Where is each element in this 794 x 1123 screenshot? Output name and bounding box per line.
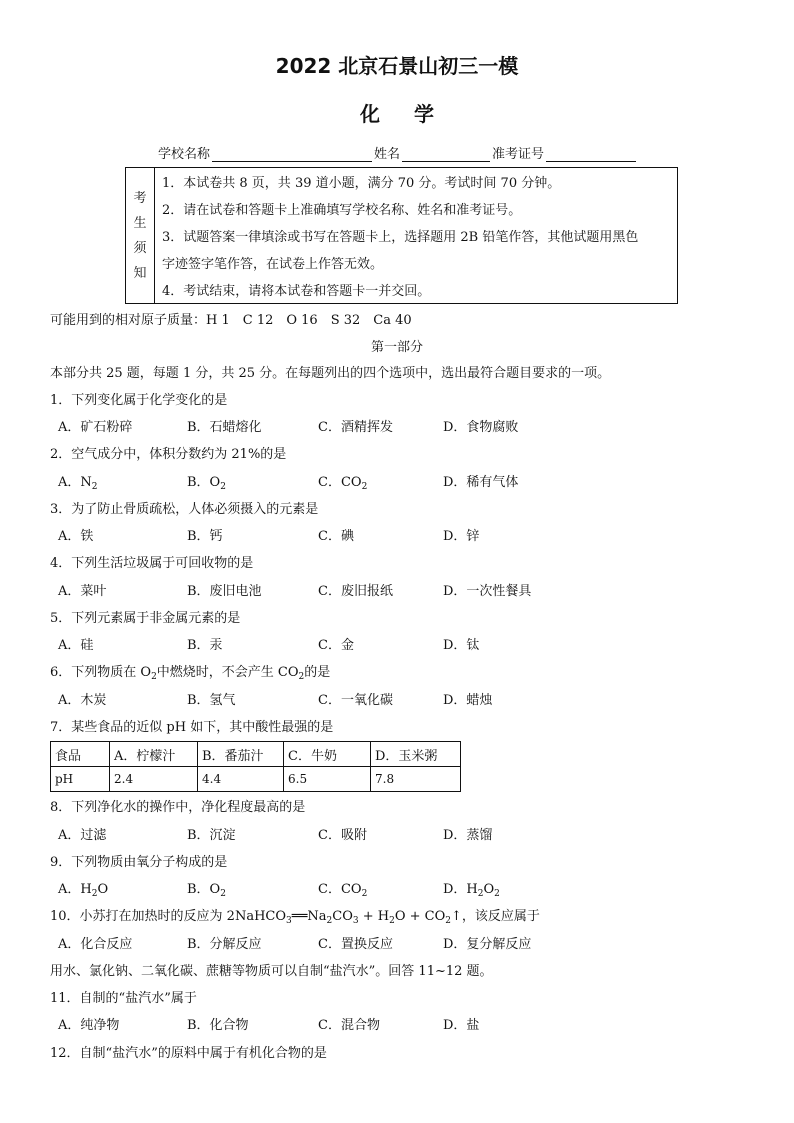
id-label: 准考证号 xyxy=(492,147,545,162)
notice-item: 1．本试卷共 8 页，共 39 道小题，满分 70 分。考试时间 70 分钟。 xyxy=(162,176,561,191)
question-stem: 10．小苏打在加热时的反应为 $2NaHCO_3══Na_2CO_3 + H_2O$ + $CO_2↑$，该反应属于 xyxy=(50,909,540,926)
question-stem: 11．自制的“盐汽水”属于 xyxy=(50,991,197,1006)
option-d[interactable]: D．蒸馏 xyxy=(443,828,493,843)
option-b[interactable]: B．分解反应 xyxy=(187,937,262,952)
atomic-masses: 可能用到的相对原子质量：H 1 C 12 O 16 S 32 Ca 40 xyxy=(50,313,412,328)
table-cell: D．玉米粥 xyxy=(371,742,461,767)
table-cell: 2.4 xyxy=(110,767,198,792)
notice-item: 2．请在试卷和答题卡上准确填写学校名称、姓名和准考证号。 xyxy=(162,203,522,218)
option-a[interactable]: A．矿石粉碎 xyxy=(58,420,133,435)
table-cell: 食品 xyxy=(51,742,110,767)
option-d[interactable]: D．复分解反应 xyxy=(443,937,532,952)
option-c[interactable]: C．碘 xyxy=(318,529,354,544)
option-d[interactable]: D．蜡烛 xyxy=(443,693,493,708)
question-stem: 2．空气成分中，体积分数约为 21%的是 xyxy=(50,447,287,462)
option-c[interactable]: C．一氧化碳 xyxy=(318,693,393,708)
question-stem: 9．下列物质由氧分子构成的是 xyxy=(50,855,228,870)
option-b[interactable]: B．氢气 xyxy=(187,693,236,708)
option-b[interactable]: B．化合物 xyxy=(187,1018,249,1033)
table-cell: 6.5 xyxy=(284,767,371,792)
school-field[interactable] xyxy=(212,147,372,162)
option-c[interactable]: C．吸附 xyxy=(318,828,367,843)
option-a[interactable]: A．铁 xyxy=(58,529,94,544)
table-cell: C．牛奶 xyxy=(284,742,371,767)
table-row xyxy=(51,767,461,792)
option-a[interactable]: A．化合反应 xyxy=(58,937,133,952)
question-stem: 8．下列净化水的操作中，净化程度最高的是 xyxy=(50,800,306,815)
option-c[interactable]: C．金 xyxy=(318,638,354,653)
table-cell: pH xyxy=(51,767,110,792)
option-a[interactable]: A．$N_2$ xyxy=(58,475,98,492)
table-cell: 4.4 xyxy=(198,767,284,792)
option-a[interactable]: A．木炭 xyxy=(58,693,107,708)
part-title: 第一部分 xyxy=(370,340,423,355)
exam-title: 2022 北京石景山初三一模 xyxy=(275,54,519,78)
option-b[interactable]: B．沉淀 xyxy=(187,828,236,843)
name-label: 姓名 xyxy=(374,147,401,162)
notice-item: 4．考试结束，请将本试卷和答题卡一并交回。 xyxy=(162,284,431,299)
notice-item: 字迹签字笔作答，在试卷上作答无效。 xyxy=(162,257,384,272)
option-b[interactable]: B．$O_2$ xyxy=(187,475,226,492)
question-stem: 3．为了防止骨质疏松，人体必须摄入的元素是 xyxy=(50,502,319,517)
option-a[interactable]: A．硅 xyxy=(58,638,94,653)
table-cell: A．柠檬汁 xyxy=(110,742,198,767)
option-b[interactable]: B．汞 xyxy=(187,638,223,653)
option-a[interactable]: A．$H_2O$ xyxy=(58,882,109,899)
notice-label: 考 生 须 知 xyxy=(126,168,155,303)
option-d[interactable]: D．一次性餐具 xyxy=(443,584,532,599)
option-c[interactable]: C．置换反应 xyxy=(318,937,393,952)
student-info-row xyxy=(158,143,638,162)
option-d[interactable]: D．钛 xyxy=(443,638,480,653)
option-b[interactable]: B．废旧电池 xyxy=(187,584,262,599)
name-field[interactable] xyxy=(402,147,490,162)
option-d[interactable]: D．$H_2O_2$ xyxy=(443,882,500,899)
option-c[interactable]: C．酒精挥发 xyxy=(318,420,393,435)
option-d[interactable]: D．稀有气体 xyxy=(443,475,519,490)
option-d[interactable]: D．食物腐败 xyxy=(443,420,519,435)
option-b[interactable]: B．$O_2$ xyxy=(187,882,226,899)
notice-items xyxy=(162,170,672,305)
table-header-row xyxy=(51,742,461,767)
option-a[interactable]: A．纯净物 xyxy=(58,1018,120,1033)
option-b[interactable]: B．石蜡熔化 xyxy=(187,420,262,435)
question-stem: 5．下列元素属于非金属元素的是 xyxy=(50,611,241,626)
table-cell: 7.8 xyxy=(371,767,461,792)
option-c[interactable]: C．$CO_2$ xyxy=(318,475,368,492)
question-stem: 6．下列物质在 $O_2$中燃烧时，不会产生 $CO_2$的是 xyxy=(50,665,331,682)
option-d[interactable]: D．盐 xyxy=(443,1018,480,1033)
question-group-intro: 用水、氯化钠、二氧化碳、蔗糖等物质可以自制“盐汽水”。回答 11~12 题。 xyxy=(50,964,493,979)
id-field[interactable] xyxy=(546,147,636,162)
option-c[interactable]: C．混合物 xyxy=(318,1018,380,1033)
subject-title: 化学 xyxy=(360,102,468,126)
notice-item: 3．试题答案一律填涂或书写在答题卡上，选择题用 2B 铅笔作答，其他试题用黑色 xyxy=(162,230,639,245)
school-label: 学校名称 xyxy=(158,147,211,162)
table-cell: B．番茄汁 xyxy=(198,742,284,767)
option-d[interactable]: D．锌 xyxy=(443,529,480,544)
option-a[interactable]: A．过滤 xyxy=(58,828,107,843)
option-c[interactable]: C．废旧报纸 xyxy=(318,584,393,599)
question-stem: 1．下列变化属于化学变化的是 xyxy=(50,393,228,408)
option-c[interactable]: C．$CO_2$ xyxy=(318,882,368,899)
exam-notice-box xyxy=(125,167,678,304)
question-stem: 12．自制“盐汽水”的原料中属于有机化合物的是 xyxy=(50,1046,327,1061)
question-stem: 4．下列生活垃圾属于可回收物的是 xyxy=(50,556,254,571)
ph-table xyxy=(50,741,461,792)
option-b[interactable]: B．钙 xyxy=(187,529,223,544)
part-intro: 本部分共 25 题，每题 1 分，共 25 分。在每题列出的四个选项中，选出最符合题目要求的一项。 xyxy=(50,366,611,381)
option-a[interactable]: A．菜叶 xyxy=(58,584,107,599)
question-stem: 7．某些食品的近似 pH 如下，其中酸性最强的是 xyxy=(50,720,334,735)
